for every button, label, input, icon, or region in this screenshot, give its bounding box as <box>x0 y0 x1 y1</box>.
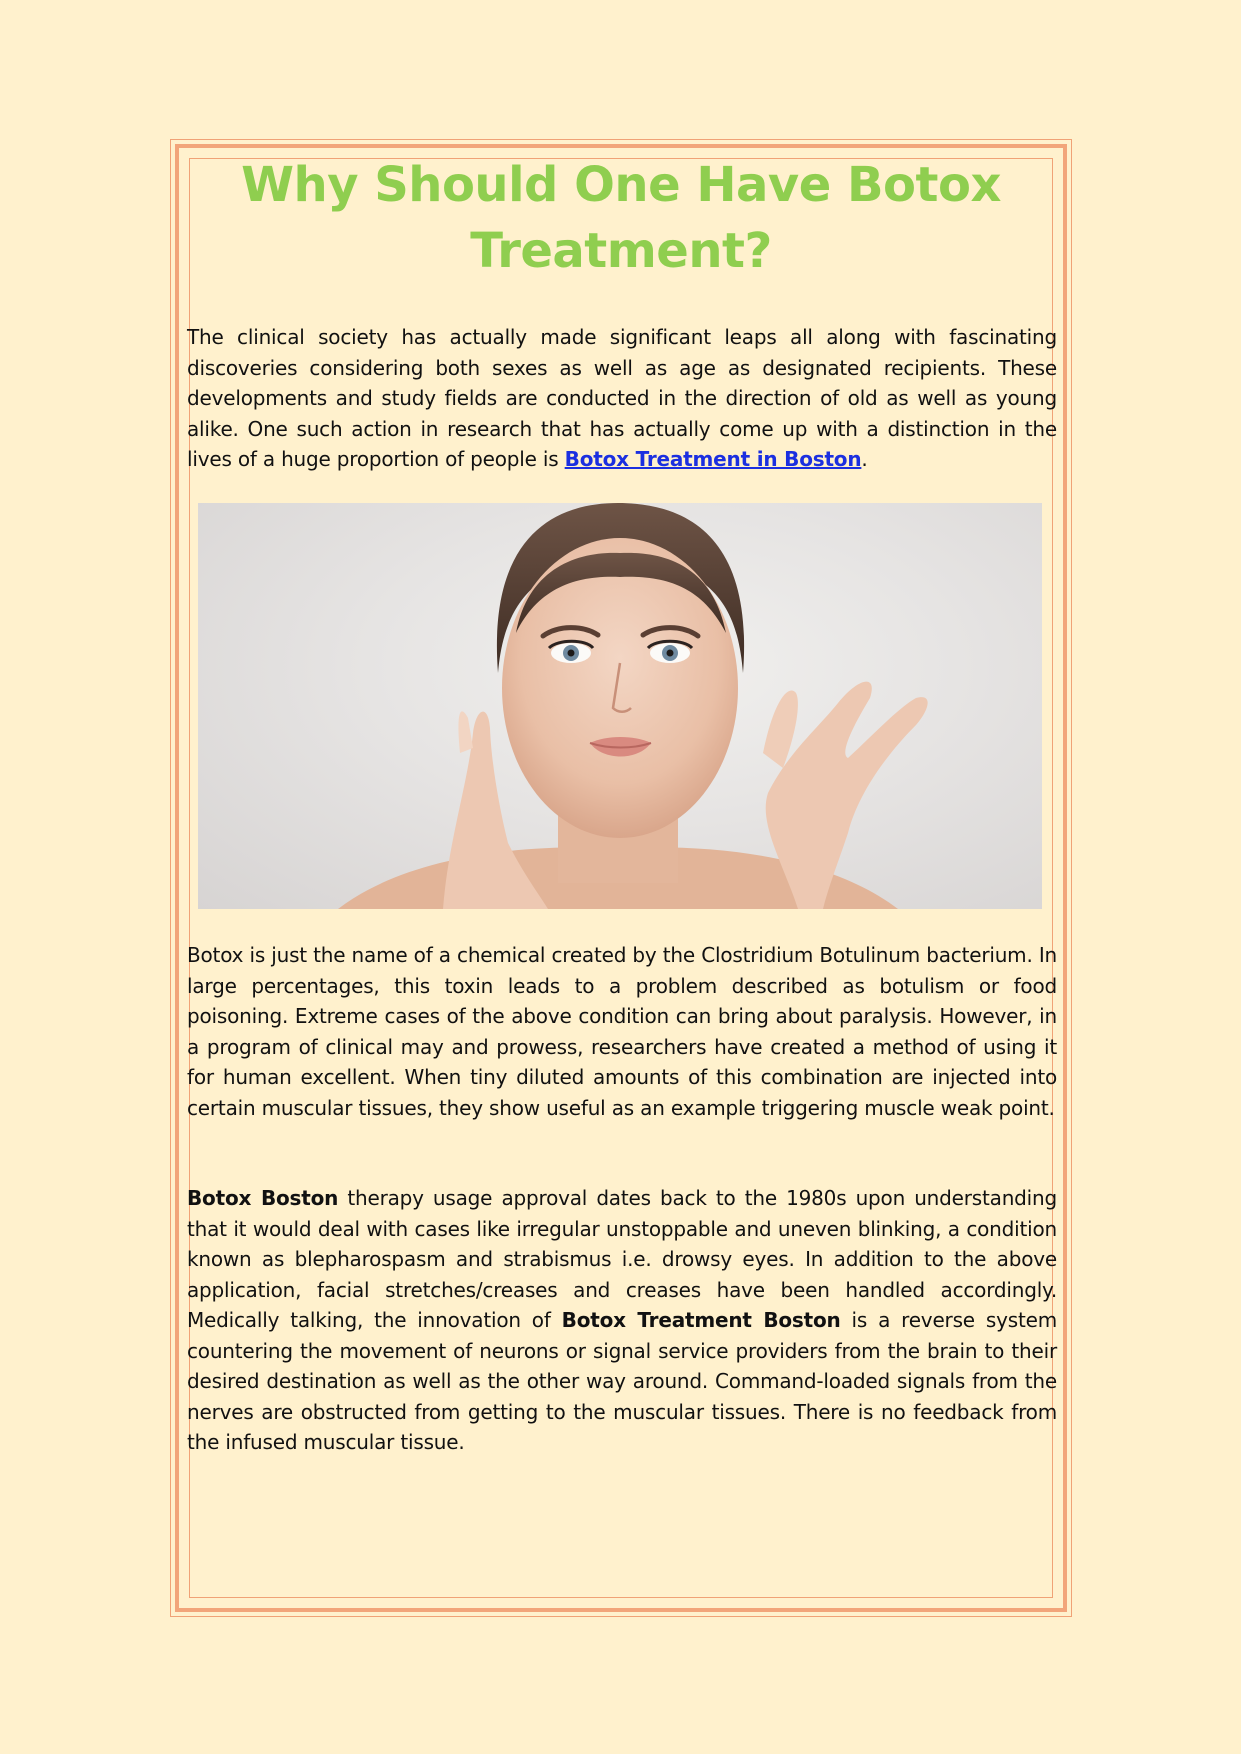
botox-definition-paragraph: Botox is just the name of a chemical created by the Clostridium Botulinum bacterium. In large percentages, this toxin leads to a problem described as botulism or food poisoning. Extreme cases of the above condition can bring about paralysis. However, in a program of clinical may and prowess, researchers have created a method of using it for human excellent. When tiny diluted amounts of this combination are injected into certain muscular tissues, they show useful as an example triggering muscle weak point. <box>187 943 1057 1120</box>
page-title: Why Should One Have Botox Treatment? <box>241 157 1001 279</box>
intro-text: The clinical society has actually made significant leaps all along with fascinating discoveries considering both sexes as well as age as designated recipients. These developments and study fields are conducted in the direction of old as well as young alike. One such action in research that has actually come up with a distinction in the lives of a huge proportion of people is <box>187 325 1057 471</box>
intro-text-end: . <box>861 447 868 471</box>
botox-boston-link[interactable]: Botox Treatment in Boston <box>564 447 862 471</box>
botox-boston-paragraph <box>187 1183 1057 1458</box>
botox-boston-bold: Botox Boston <box>187 1186 339 1210</box>
mechanism-text: is a reverse system countering the movement of neurons or signal service providers from the brain to their desired destination as well as the other way around. Command-loaded signals from the nerves are obstructed from getting to the muscular tissues. There is no feedback from the infused muscular tissue. <box>187 1308 1057 1454</box>
intro-paragraph <box>187 322 1057 475</box>
therapy-text: therapy usage approval dates back to the 1980s upon understanding that it would deal with cases like irregular unstoppable and uneven blinking, a condition known as blepharospasm and strabismus i.e. drowsy eyes. In addition to the above application, facial stretches/creases and creases have been handled accordingly. Medically talking, the innovation of <box>187 1186 1057 1332</box>
woman-portrait-image <box>198 503 1042 909</box>
botox-treatment-boston-bold: Botox Treatment Boston <box>561 1308 841 1332</box>
portrait-photo-icon <box>198 503 1042 909</box>
